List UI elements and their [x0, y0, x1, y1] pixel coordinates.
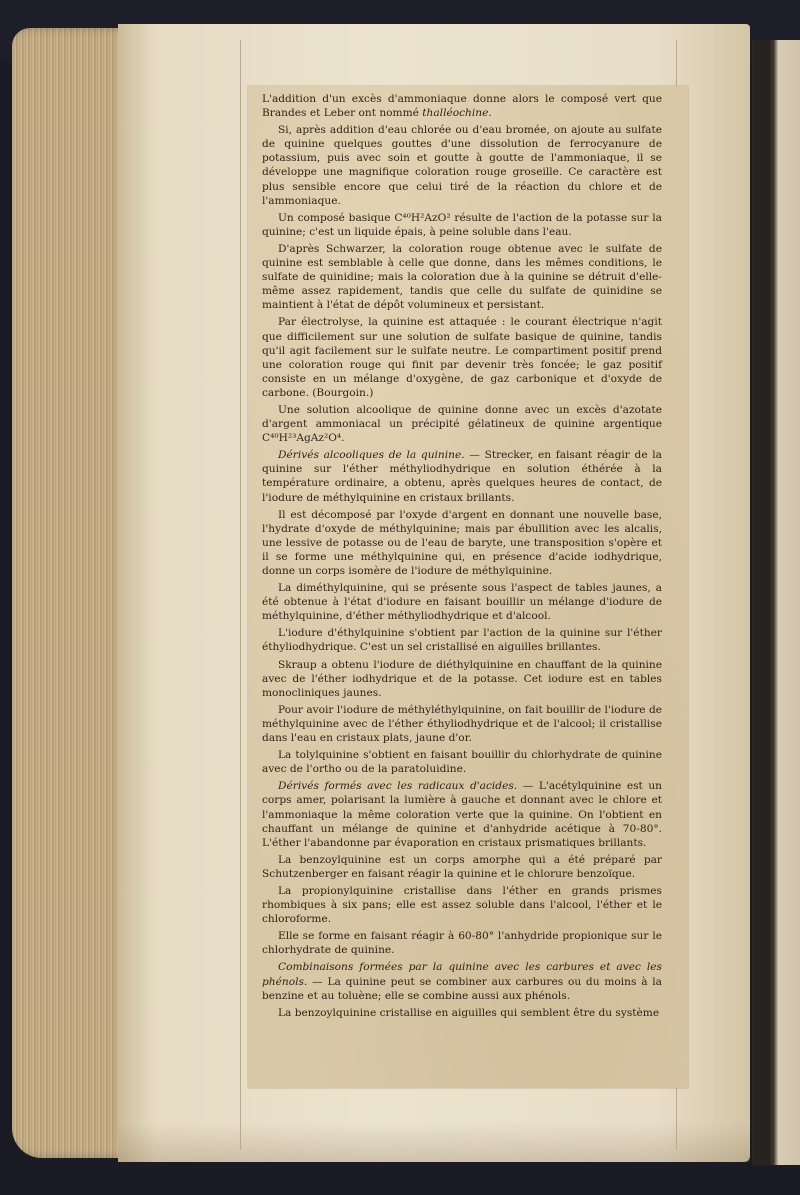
paragraph-text: La benzoylquinine cristallise en aiguilles qui semblent être du système: [278, 1006, 660, 1019]
paragraph-text: Il est décomposé par l'oxyde d'argent en donnant une nouvelle base, l'hydrate d'oxyde de méthylquinine; mais par ébullition avec les alcalis, une lessive de potasse ou de l'eau de baryte, une transposition s'opère et il se forme une méthylquinine qui, en présence d'acide iodhydrique, donne un corps isomère de l'iodure de méthylquinine.: [262, 508, 662, 577]
paragraph: [262, 779, 662, 849]
paragraph: [262, 1006, 662, 1020]
paragraph-text: L'addition d'un excès d'ammoniaque donne alors le composé vert que Brandes et Leber ont nommé: [262, 93, 662, 120]
paragraph: [262, 315, 662, 400]
paragraph-text: La diméthylquinine, qui se présente sous l'aspect de tables jaunes, a été obtenue à l'état d'iodure en faisant bouillir un mélange d'iodure de méthylquinine, d'éther méthyliodhydrique et d'alcool.: [262, 582, 662, 623]
paragraph: [262, 508, 662, 578]
clipping-body: [262, 92, 662, 1020]
margin-rule-left: [240, 40, 241, 1150]
paragraph: [262, 703, 662, 745]
paragraph-text: Une solution alcoolique de quinine donne avec un excès d'azotate d'argent ammoniacal un précipité gélatineux de quinine argentique C⁴⁰H²³AgAz²O⁴.: [262, 403, 662, 445]
paragraph: [262, 853, 662, 881]
paragraph-text: La benzoylquinine est un corps amorphe qui a été préparé par Schutzenberger en faisant réagir la quinine et le chlorure benzoïque.: [262, 853, 662, 880]
paragraph-text: — La quinine peut se combiner aux carbures ou du moins à la benzine et au toluène; elle se combine aussi aux phénols.: [262, 975, 662, 1002]
section-heading: Dérivés alcooliques de la quinine.: [278, 449, 465, 462]
paragraph-text: La tolylquinine s'obtient en faisant bouillir du chlorhydrate de quinine avec de l'ortho ou de la paratoluidine.: [262, 749, 662, 776]
paragraph-text: — Strecker, en faisant réagir de la quinine sur l'éther méthyliodhydrique en solution éthérée à la température ordinaire, a obtenu, après quelques heures de contact, de l'iodure de méthylquinine en cristaux brillants.: [262, 449, 662, 504]
paragraph: [262, 242, 662, 312]
page-edges: [12, 28, 132, 1158]
paragraph: [262, 211, 662, 239]
section-heading: Dérivés formés avec les radicaux d'acides.: [278, 780, 518, 793]
pasted-text-clipping: [248, 86, 688, 1088]
paragraph-text: Un composé basique C⁴⁰H²AzO² résulte de l'action de la potasse sur la quinine; c'est un liquide épais, à peine soluble dans l'eau.: [262, 211, 662, 238]
paragraph-text: Par électrolyse, la quinine est attaquée : le courant électrique n'agit que difficilement sur une solution de sulfate basique de quinine, tandis qu'il agit facilement sur le sulfate neutre. Le compartiment positif prend une coloration rouge qui finit par devenir très foncée; le gaz positif consiste en un mélange d'oxygène, de gaz carbonique et d'oxyde de carbone. (Bourgoin.): [262, 316, 662, 399]
paragraph-text: Pour avoir l'iodure de méthyléthylquinine, on fait bouillir de l'iodure de méthylquinine avec de l'éther éthyliodhydrique et de l'alcool; il cristallise dans l'eau en cristaux plats, jaune d'or.: [262, 703, 662, 745]
paragraph: [262, 626, 662, 654]
section-heading: Combinaisons formées par la quinine avec les carbures et avec les phénols.: [262, 961, 662, 988]
paragraph: [262, 929, 662, 957]
paragraph-text: D'après Schwarzer, la coloration rouge obtenue avec le sulfate de quinine est semblable à celle que donne, dans les mêmes conditions, le sulfate de quinidine; mais la coloration due à la quinine se détruit d'elle-même assez rapidement, tandis que celle du sulfate de quinidine se maintient à l'état de dépôt volumineux et persistant.: [262, 242, 662, 312]
paragraph-text: Elle se forme en faisant réagir à 60-80° l'anhydride propionique sur le chlorhydrate de quinine.: [262, 930, 662, 957]
paragraph: [262, 884, 662, 926]
paragraph: [262, 748, 662, 776]
paragraph: [262, 448, 662, 504]
paragraph: [262, 123, 662, 208]
paragraph-text: La propionylquinine cristallise dans l'éther en grands prismes rhombiques à six pans; elle est assez soluble dans l'alcool, l'éther et le chloroforme.: [262, 884, 662, 926]
paragraph-text: — L'acétylquinine est un corps amer, polarisant la lumière à gauche et donnant avec le chlore et l'ammoniaque la même coloration verte que la quinine. On l'obtient en chauffant un mélange de quinine et d'anhydride acétique à 70-80°. L'éther l'abandonne par évaporation en cristaux prismatiques brillants.: [262, 780, 662, 849]
paragraph: [262, 403, 662, 445]
book-cover-edge: [752, 40, 800, 1165]
italic-term: thalléochine.: [422, 107, 492, 120]
paragraph: [262, 658, 662, 700]
paragraph: [262, 92, 662, 120]
paragraph: [262, 960, 662, 1002]
paragraph: [262, 581, 662, 623]
paragraph-text: Skraup a obtenu l'iodure de diéthylquinine en chauffant de la quinine avec de l'éther iodhydrique et de la potasse. Cet iodure est en tables monocliniques jaunes.: [262, 658, 662, 699]
paragraph-text: Si, après addition d'eau chlorée ou d'eau bromée, on ajoute au sulfate de quinine quelques gouttes d'une dissolution de ferrocyanure de potassium, puis avec soin et goutte à goutte de l'ammoniaque, il se développe une magnifique coloration rouge groseille. Ce caractère est plus sensible encore que celui tiré de la réaction du chlore et de l'ammoniaque.: [262, 124, 662, 207]
paragraph-text: L'iodure d'éthylquinine s'obtient par l'action de la quinine sur l'éther éthyliodhydrique. C'est un sel cristallisé en aiguilles brillantes.: [262, 627, 662, 654]
